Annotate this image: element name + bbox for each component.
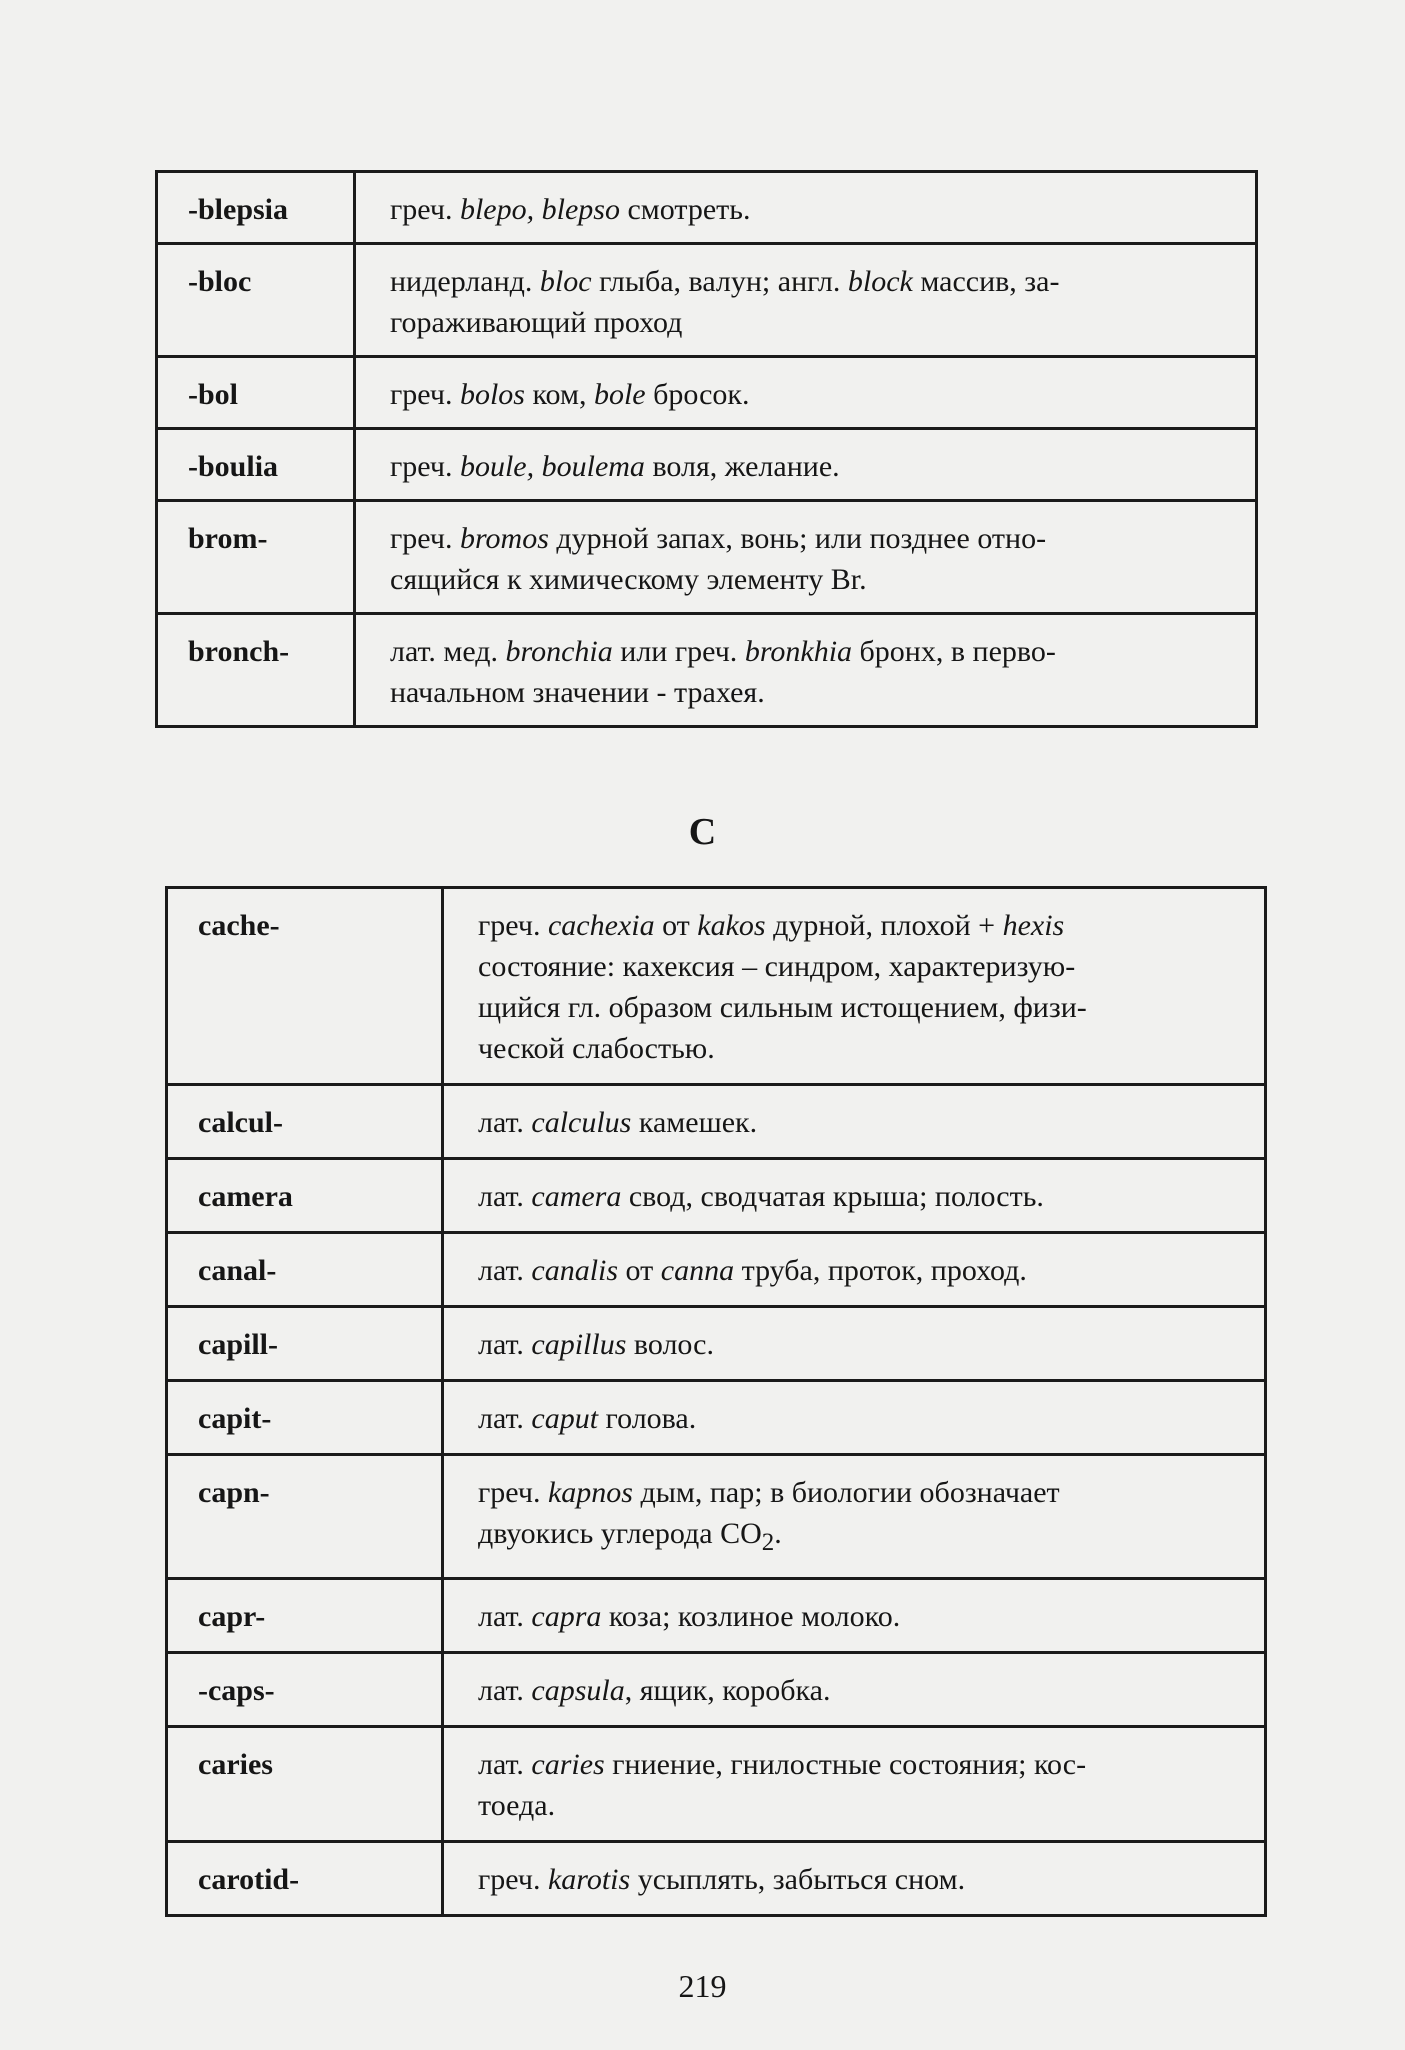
entry-term: camera bbox=[167, 1159, 443, 1233]
definition-text: лат. bbox=[478, 1600, 532, 1633]
entry-term: brom- bbox=[157, 501, 355, 614]
definition-latin-word: caries bbox=[531, 1748, 605, 1781]
definition-text: усыплять, забыться сном. bbox=[630, 1863, 966, 1896]
definition-text: дурной, плохой + bbox=[765, 909, 1003, 942]
entry-term: bronch- bbox=[157, 614, 355, 727]
definition-text: бронх, в перво- bbox=[852, 635, 1056, 668]
entry-definition bbox=[443, 1307, 1266, 1381]
definition-text: лат. bbox=[478, 1674, 532, 1707]
definition-text: лат. bbox=[478, 1402, 532, 1435]
definition-latin-word: cachexia bbox=[547, 909, 655, 942]
entry-term: -boulia bbox=[157, 429, 355, 501]
definition-text: коза; козлиное молоко. bbox=[601, 1600, 901, 1633]
definition-latin-word: bromos bbox=[459, 522, 549, 555]
dictionary-row bbox=[167, 1233, 1266, 1307]
definition-text: греч. bbox=[478, 909, 548, 942]
entry-definition bbox=[355, 501, 1257, 614]
definition-text: голова. bbox=[598, 1402, 697, 1435]
dictionary-table-b-body bbox=[157, 172, 1257, 727]
entry-term: capill- bbox=[167, 1307, 443, 1381]
entry-term: -blepsia bbox=[157, 172, 355, 244]
entry-definition bbox=[355, 357, 1257, 429]
definition-text: начальном значении - трахея. bbox=[390, 676, 765, 709]
dictionary-row bbox=[167, 1159, 1266, 1233]
definition-subscript: 2 bbox=[761, 1529, 775, 1556]
entry-term: capn- bbox=[167, 1455, 443, 1579]
definition-text: бросок. bbox=[645, 378, 750, 411]
definition-text: греч. bbox=[390, 522, 460, 555]
definition-latin-word: bole bbox=[593, 378, 646, 411]
definition-text: тоеда. bbox=[478, 1789, 556, 1822]
definition-latin-word: capsula bbox=[531, 1674, 625, 1707]
definition-text: труба, проток, проход. bbox=[734, 1254, 1027, 1287]
definition-text: от bbox=[618, 1254, 661, 1287]
definition-latin-word: karotis bbox=[547, 1863, 631, 1896]
definition-latin-word: bloc bbox=[539, 265, 592, 298]
dictionary-row bbox=[157, 614, 1257, 727]
dictionary-row bbox=[157, 244, 1257, 357]
dictionary-row bbox=[167, 1579, 1266, 1653]
entry-definition bbox=[355, 172, 1257, 244]
definition-text: лат. bbox=[478, 1328, 532, 1361]
page-number: 219 bbox=[678, 1968, 727, 2004]
definition-latin-word: blepo, blepso bbox=[459, 193, 620, 226]
definition-latin-word: capillus bbox=[531, 1328, 627, 1361]
definition-text: гниение, гнилостные состояния; кос- bbox=[604, 1748, 1087, 1781]
dictionary-table-b bbox=[155, 170, 1258, 728]
dictionary-row bbox=[157, 357, 1257, 429]
entry-definition bbox=[355, 429, 1257, 501]
definition-text: греч. bbox=[478, 1476, 548, 1509]
entry-definition bbox=[355, 244, 1257, 357]
definition-text: или греч. bbox=[612, 635, 745, 668]
definition-text: лат. мед. bbox=[390, 635, 506, 668]
definition-text: лат. bbox=[478, 1106, 532, 1139]
definition-text: дым, пар; в биологии обозначает bbox=[632, 1476, 1060, 1509]
definition-latin-word: kakos bbox=[697, 909, 766, 942]
definition-latin-word: bronkhia bbox=[744, 635, 853, 668]
definition-latin-word: boule, boulema bbox=[459, 450, 645, 483]
definition-text: воля, желание. bbox=[644, 450, 840, 483]
definition-text: глыба, валун; англ. bbox=[591, 265, 848, 298]
entry-definition bbox=[443, 888, 1266, 1085]
definition-text: греч. bbox=[390, 450, 460, 483]
entry-term: -caps- bbox=[167, 1653, 443, 1727]
definition-text: состояние: кахексия – синдром, характеризую- bbox=[478, 950, 1076, 983]
entry-term: -bol bbox=[157, 357, 355, 429]
entry-definition bbox=[443, 1381, 1266, 1455]
dictionary-row bbox=[157, 172, 1257, 244]
dictionary-table-c bbox=[165, 886, 1267, 1917]
definition-text: , ящик, коробка. bbox=[624, 1674, 831, 1707]
definition-latin-word: canna bbox=[660, 1254, 735, 1287]
definition-text: нидерланд. bbox=[390, 265, 540, 298]
entry-definition bbox=[355, 614, 1257, 727]
entry-term: carotid- bbox=[167, 1842, 443, 1916]
definition-text: гораживающий проход bbox=[390, 306, 683, 339]
entry-definition bbox=[443, 1727, 1266, 1842]
dictionary-row bbox=[167, 1455, 1266, 1579]
definition-text: двуокись углерода CO bbox=[478, 1517, 762, 1550]
entry-term: capr- bbox=[167, 1579, 443, 1653]
definition-latin-word: block bbox=[847, 265, 913, 298]
dictionary-table-c-body bbox=[167, 888, 1266, 1916]
definition-latin-word: camera bbox=[531, 1180, 622, 1213]
entry-term: capit- bbox=[167, 1381, 443, 1455]
definition-latin-word: hexis bbox=[1002, 909, 1065, 942]
dictionary-row bbox=[167, 1653, 1266, 1727]
entry-definition bbox=[443, 1233, 1266, 1307]
definition-text: греч. bbox=[390, 193, 460, 226]
definition-text: дурной запах, вонь; или позднее отно- bbox=[548, 522, 1047, 555]
entry-term: -bloc bbox=[157, 244, 355, 357]
definition-text: смотреть. bbox=[619, 193, 751, 226]
entry-definition bbox=[443, 1085, 1266, 1159]
definition-text: лат. bbox=[478, 1180, 532, 1213]
definition-latin-word: caput bbox=[531, 1402, 599, 1435]
entry-definition bbox=[443, 1159, 1266, 1233]
definition-text: волос. bbox=[626, 1328, 714, 1361]
definition-latin-word: calculus bbox=[531, 1106, 632, 1139]
definition-text: лат. bbox=[478, 1254, 532, 1287]
dictionary-row bbox=[167, 1085, 1266, 1159]
definition-text: сящийся к химическому элементу Br. bbox=[390, 563, 867, 596]
definition-text: греч. bbox=[390, 378, 460, 411]
entry-definition bbox=[443, 1455, 1266, 1579]
definition-latin-word: capra bbox=[531, 1600, 602, 1633]
definition-text: ком, bbox=[524, 378, 594, 411]
section-letter-heading: С bbox=[688, 811, 717, 853]
definition-text: массив, за- bbox=[912, 265, 1060, 298]
dictionary-row bbox=[167, 1727, 1266, 1842]
definition-text: лат. bbox=[478, 1748, 532, 1781]
dictionary-row bbox=[157, 501, 1257, 614]
entry-term: caries bbox=[167, 1727, 443, 1842]
entry-definition bbox=[443, 1653, 1266, 1727]
definition-latin-word: kapnos bbox=[547, 1476, 633, 1509]
definition-latin-word: bolos bbox=[459, 378, 525, 411]
definition-text: от bbox=[654, 909, 698, 942]
definition-text: ческой слабостью. bbox=[478, 1032, 715, 1065]
definition-text: . bbox=[774, 1517, 782, 1550]
definition-text: камешек. bbox=[631, 1106, 758, 1139]
entry-term: calcul- bbox=[167, 1085, 443, 1159]
definition-text: щийся гл. образом сильным истощением, физи- bbox=[478, 991, 1087, 1024]
entry-term: canal- bbox=[167, 1233, 443, 1307]
dictionary-row bbox=[167, 1307, 1266, 1381]
entry-definition bbox=[443, 1579, 1266, 1653]
dictionary-row bbox=[167, 1381, 1266, 1455]
definition-latin-word: bronchia bbox=[505, 635, 613, 668]
entry-definition bbox=[443, 1842, 1266, 1916]
dictionary-row bbox=[167, 1842, 1266, 1916]
dictionary-row bbox=[157, 429, 1257, 501]
definition-text: свод, сводчатая крыша; полость. bbox=[621, 1180, 1044, 1213]
dictionary-row bbox=[167, 888, 1266, 1085]
definition-text: греч. bbox=[478, 1863, 548, 1896]
definition-latin-word: canalis bbox=[531, 1254, 619, 1287]
entry-term: cache- bbox=[167, 888, 443, 1085]
